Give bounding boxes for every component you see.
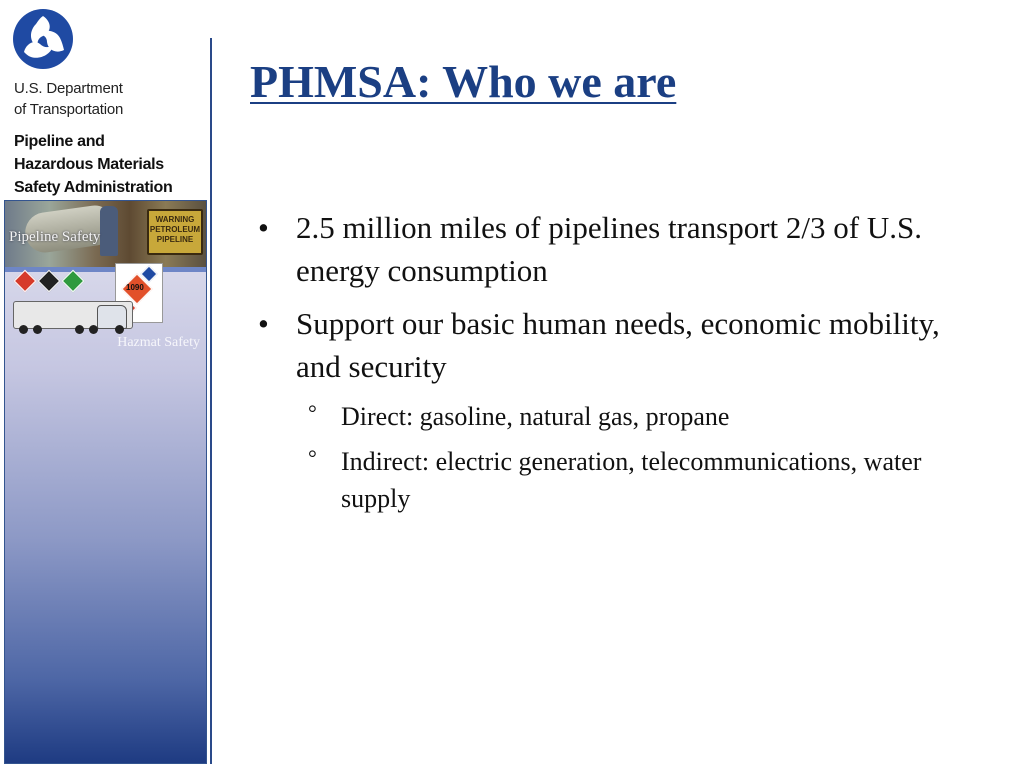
bullet-item — [252, 206, 952, 292]
sidebar — [0, 0, 212, 768]
sub-bullet-item — [252, 398, 952, 435]
agency-line-1: Pipeline and — [14, 133, 105, 150]
hazmat-safety-label: Hazmat Safety — [117, 335, 200, 350]
pipeline-safety-label: Pipeline Safety — [9, 229, 101, 245]
slide-title: PHMSA: Who we are — [250, 56, 677, 107]
truck-wheel-icon — [19, 325, 28, 334]
bullet-mark: • — [258, 210, 269, 245]
hazmat-placard-black-icon — [38, 270, 61, 293]
truck-wheel-icon — [33, 325, 42, 334]
safety-image-panel — [4, 200, 207, 764]
photo-band — [5, 267, 206, 272]
sub-bullet-mark: ° — [308, 400, 317, 425]
bullet-text: 2.5 million miles of pipelines transport 2/3 of U.S. energy consumption — [296, 210, 922, 288]
sub-bullet-text: Direct: gasoline, natural gas, propane — [341, 402, 730, 431]
agency-name — [14, 130, 210, 199]
agency-line-2: Hazardous Materials — [14, 156, 164, 173]
dot-logo-icon — [12, 8, 74, 70]
truck-wheel-icon — [115, 325, 124, 334]
department-line-1: U.S. Department — [14, 80, 123, 97]
truck-wheel-icon — [89, 325, 98, 334]
hazmat-placard-green-icon — [62, 270, 85, 293]
worker-image — [100, 206, 118, 256]
vertical-divider — [210, 38, 212, 764]
sub-bullet-item — [252, 443, 952, 517]
sub-bullet-mark: ° — [308, 445, 317, 470]
department-name — [14, 78, 204, 120]
department-line-2: of Transportation — [14, 101, 124, 118]
slide-content — [252, 206, 952, 525]
agency-line-3: Safety Administration — [14, 179, 173, 196]
warning-sign: WARNING PETROLEUM PIPELINE — [147, 209, 203, 255]
hazmat-placard-red-icon — [14, 270, 37, 293]
bullet-text: Support our basic human needs, economic mobility, and security — [296, 306, 940, 384]
truck-wheel-icon — [75, 325, 84, 334]
bullet-item — [252, 302, 952, 388]
sub-bullet-text: Indirect: electric generation, telecommunications, water supply — [341, 447, 922, 513]
placard-number: 1090 — [126, 283, 144, 292]
pipeline-photo — [5, 201, 206, 267]
bullet-mark: • — [258, 306, 269, 341]
